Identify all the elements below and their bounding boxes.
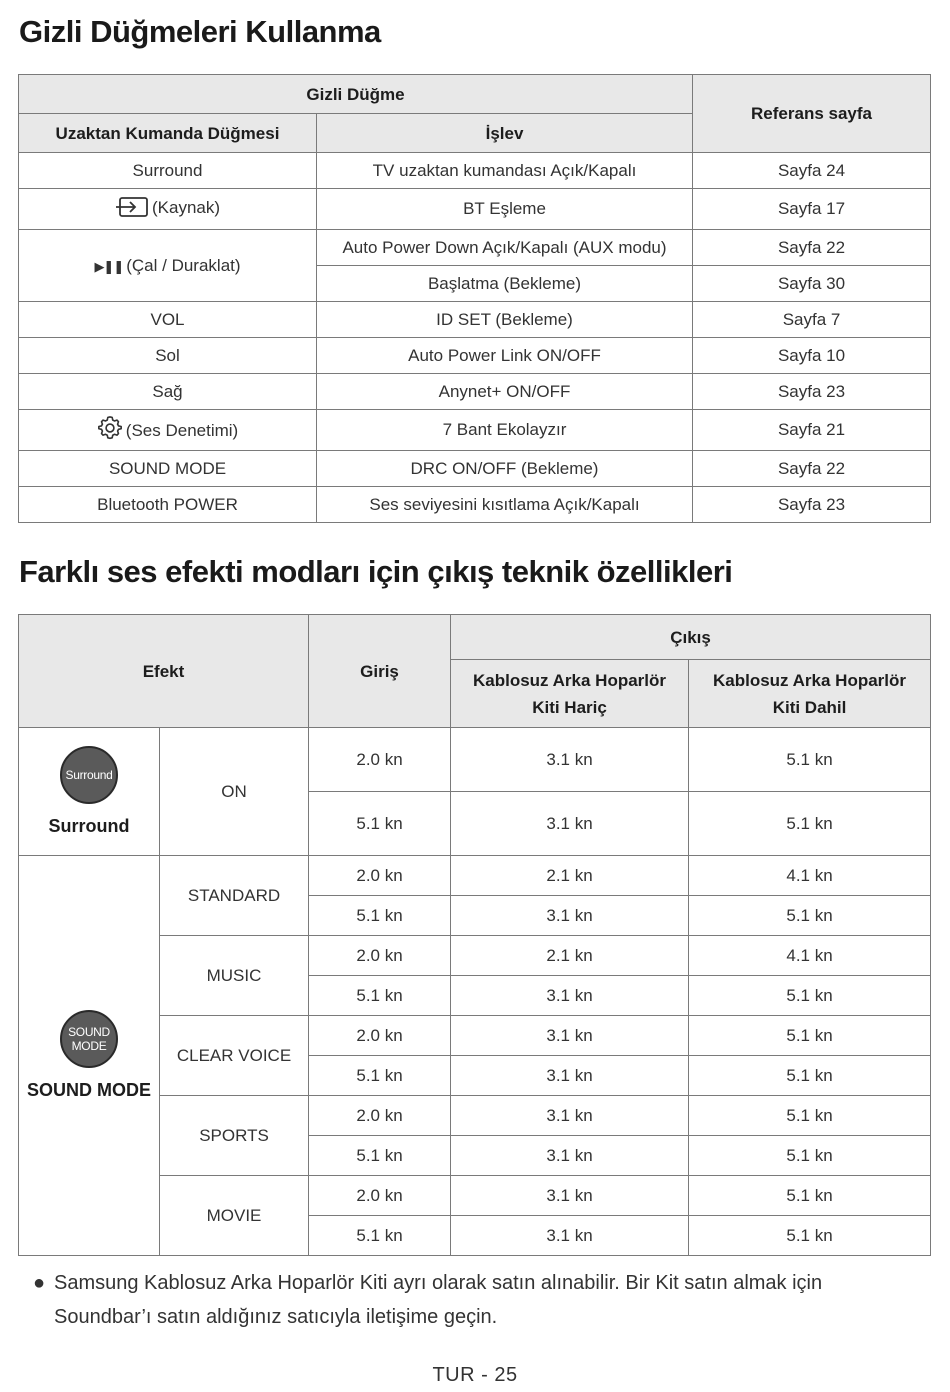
table-row — [19, 230, 931, 266]
input-cell: 2.0 kn — [309, 936, 451, 976]
output-with-cell: 4.1 kn — [689, 936, 931, 976]
footnote — [33, 1266, 923, 1334]
output-with-cell: 5.1 kn — [689, 728, 931, 792]
input-cell: 5.1 kn — [309, 792, 451, 856]
gear-icon — [97, 415, 123, 446]
page-number: TUR - 25 — [432, 1364, 518, 1386]
input-cell: 5.1 kn — [309, 1056, 451, 1096]
page-cell: Sayfa 23 — [693, 487, 931, 523]
output-with-cell: 4.1 kn — [689, 856, 931, 896]
button-label: (Kaynak) — [151, 197, 221, 217]
button-cell: Sağ — [19, 374, 317, 410]
page-cell: Sayfa 7 — [693, 302, 931, 338]
output-without-cell: 3.1 kn — [451, 1216, 689, 1256]
page-cell: Sayfa 23 — [693, 374, 931, 410]
input-cell: 5.1 kn — [309, 976, 451, 1016]
page-cell: Sayfa 17 — [693, 189, 931, 230]
output-without-cell: 3.1 kn — [451, 1176, 689, 1216]
button-cell — [19, 189, 317, 230]
function-cell: DRC ON/OFF (Bekleme) — [317, 451, 693, 487]
output-without-cell: 3.1 kn — [451, 896, 689, 936]
header-with-kit — [689, 660, 931, 728]
bullet-icon: ● — [33, 1272, 46, 1294]
input-cell: 5.1 kn — [309, 1136, 451, 1176]
header-with-kit-line1: Kablosuz Arka Hoparlör — [713, 670, 907, 690]
output-with-cell: 5.1 kn — [689, 1016, 931, 1056]
output-without-cell: 3.1 kn — [451, 728, 689, 792]
mode-cell: CLEAR VOICE — [160, 1016, 309, 1096]
output-with-cell: 5.1 kn — [689, 976, 931, 1016]
button-cell: Sol — [19, 338, 317, 374]
hidden-buttons-table — [18, 74, 931, 523]
page-cell: Sayfa 21 — [693, 410, 931, 451]
mode-cell: MUSIC — [160, 936, 309, 1016]
sound-mode-button-icon — [60, 1010, 118, 1068]
table-row — [19, 374, 931, 410]
page-cell: Sayfa 24 — [693, 153, 931, 189]
header-with-kit-line2: Kiti Dahil — [772, 697, 847, 717]
input-cell: 2.0 kn — [309, 1096, 451, 1136]
table-row — [19, 338, 931, 374]
table-row — [19, 728, 931, 792]
button-label: (Çal / Duraklat) — [126, 255, 241, 275]
output-without-cell: 3.1 kn — [451, 792, 689, 856]
header-input: Giriş — [309, 615, 451, 728]
function-cell: 7 Bant Ekolayzır — [317, 410, 693, 451]
header-reference-page: Referans sayfa — [693, 75, 931, 153]
input-cell: 2.0 kn — [309, 1176, 451, 1216]
output-without-cell: 3.1 kn — [451, 1136, 689, 1176]
button-cell: Surround — [19, 153, 317, 189]
output-with-cell: 5.1 kn — [689, 1056, 931, 1096]
page-cell: Sayfa 30 — [693, 266, 931, 302]
header-without-kit — [451, 660, 689, 728]
button-cell: Bluetooth POWER — [19, 487, 317, 523]
output-without-cell: 3.1 kn — [451, 1096, 689, 1136]
input-cell: 5.1 kn — [309, 1216, 451, 1256]
output-with-cell: 5.1 kn — [689, 792, 931, 856]
sound-mode-effect-cell — [19, 856, 160, 1256]
header-function: İşlev — [317, 114, 693, 153]
function-cell: TV uzaktan kumandası Açık/Kapalı — [317, 153, 693, 189]
output-without-cell: 3.1 kn — [451, 1016, 689, 1056]
output-with-cell: 5.1 kn — [689, 1136, 931, 1176]
surround-label: Surround — [48, 816, 130, 836]
button-cell — [19, 230, 317, 302]
function-cell: Anynet+ ON/OFF — [317, 374, 693, 410]
output-specs-table — [18, 614, 931, 1256]
input-cell: 2.0 kn — [309, 856, 451, 896]
sound-mode-icon-line2: MODE — [71, 1039, 107, 1053]
button-cell: VOL — [19, 302, 317, 338]
button-cell: SOUND MODE — [19, 451, 317, 487]
input-cell: 2.0 kn — [309, 728, 451, 792]
mode-cell: MOVIE — [160, 1176, 309, 1256]
mode-cell: STANDARD — [160, 856, 309, 936]
header-hidden-button: Gizli Düğme — [19, 75, 693, 114]
table-row — [19, 302, 931, 338]
table-row — [19, 189, 931, 230]
button-cell — [19, 410, 317, 451]
surround-button-icon — [60, 746, 118, 804]
output-without-cell: 3.1 kn — [451, 1056, 689, 1096]
input-cell: 5.1 kn — [309, 896, 451, 936]
page-cell: Sayfa 10 — [693, 338, 931, 374]
page-cell: Sayfa 22 — [693, 230, 931, 266]
header-effect: Efekt — [19, 615, 309, 728]
surround-effect-cell — [19, 728, 160, 856]
section-title-output-specs: Farklı ses efekti modları için çıkış teknik özellikleri — [19, 554, 733, 589]
table-row — [19, 451, 931, 487]
output-with-cell: 5.1 kn — [689, 1096, 931, 1136]
output-without-cell: 3.1 kn — [451, 976, 689, 1016]
output-without-cell: 2.1 kn — [451, 936, 689, 976]
button-label: (Ses Denetimi) — [125, 420, 239, 440]
header-without-kit-line1: Kablosuz Arka Hoparlör — [473, 670, 667, 690]
table-row — [19, 487, 931, 523]
header-output: Çıkış — [451, 615, 931, 660]
output-with-cell: 5.1 kn — [689, 1216, 931, 1256]
source-icon — [115, 196, 149, 223]
output-with-cell: 5.1 kn — [689, 896, 931, 936]
table-row — [19, 153, 931, 189]
function-cell: Başlatma (Bekleme) — [317, 266, 693, 302]
function-cell: Ses seviyesini kısıtlama Açık/Kapalı — [317, 487, 693, 523]
footnote-text: Samsung Kablosuz Arka Hoparlör Kiti ayrı olarak satın alınabilir. Bir Kit satın almak için Soundbar’ı satın aldığınız satıcıyla iletişime geçin. — [54, 1272, 823, 1328]
mode-cell: SPORTS — [160, 1096, 309, 1176]
function-cell: Auto Power Link ON/OFF — [317, 338, 693, 374]
function-cell: BT Eşleme — [317, 189, 693, 230]
input-cell: 2.0 kn — [309, 1016, 451, 1056]
section-title-hidden-buttons: Gizli Düğmeleri Kullanma — [19, 14, 381, 49]
output-without-cell: 2.1 kn — [451, 856, 689, 896]
header-without-kit-line2: Kiti Hariç — [532, 697, 607, 717]
function-cell: ID SET (Bekleme) — [317, 302, 693, 338]
play-pause-icon: ▶❚❚ — [94, 258, 124, 274]
mode-cell: ON — [160, 728, 309, 856]
output-with-cell: 5.1 kn — [689, 1176, 931, 1216]
sound-mode-label: SOUND MODE — [26, 1080, 151, 1100]
function-cell: Auto Power Down Açık/Kapalı (AUX modu) — [317, 230, 693, 266]
header-remote-button: Uzaktan Kumanda Düğmesi — [19, 114, 317, 153]
sound-mode-icon-line1: SOUND — [68, 1025, 110, 1039]
table-row — [19, 410, 931, 451]
table-row — [19, 856, 931, 896]
page-cell: Sayfa 22 — [693, 451, 931, 487]
surround-icon-text: Surround — [65, 768, 113, 782]
